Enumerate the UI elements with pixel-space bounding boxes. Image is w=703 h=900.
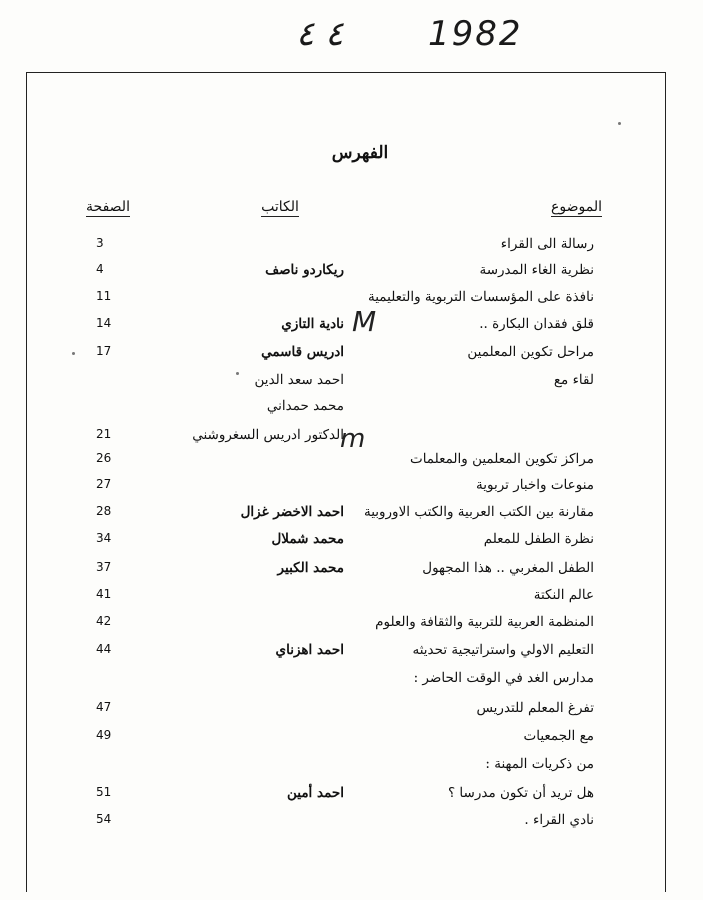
toc-subject: الطفل المغربي .. هذا المجهول xyxy=(422,560,594,576)
toc-row xyxy=(0,236,703,262)
toc-page-number: 28 xyxy=(96,504,112,518)
toc-row xyxy=(0,614,703,640)
handwritten-margin-mark: m xyxy=(340,424,366,454)
toc-page-number: 34 xyxy=(96,531,112,545)
toc-row xyxy=(0,728,703,754)
toc-row xyxy=(0,670,703,696)
toc-page-number: 26 xyxy=(96,451,112,465)
toc-row xyxy=(0,785,703,811)
toc-page-number: 17 xyxy=(96,344,112,358)
header-page-label: الصفحة xyxy=(86,199,130,215)
toc-subject: نادي القراء . xyxy=(524,812,594,828)
handwritten-margin-mark: M xyxy=(352,305,377,338)
toc-author: احمد سعد الدين xyxy=(254,372,344,388)
toc-subject: لقاء مع xyxy=(553,372,594,388)
toc-page-number: 47 xyxy=(96,700,112,714)
toc-row xyxy=(0,756,703,782)
toc-author: ريكاردو ناصف xyxy=(265,262,344,278)
toc-subject: مراحل تكوين المعلمين xyxy=(467,344,594,360)
toc-subject: نافذة على المؤسسات التربوية والتعليمية xyxy=(368,289,594,305)
toc-page-number: 42 xyxy=(96,614,112,628)
paper-speck xyxy=(236,372,239,375)
toc-row xyxy=(0,477,703,503)
toc-page-number: 21 xyxy=(96,427,112,441)
toc-author: الدكتور ادريس السغروشني xyxy=(192,427,344,443)
toc-row xyxy=(0,451,703,477)
header-subject-label: الموضوع xyxy=(551,199,602,215)
paper-speck xyxy=(618,122,621,125)
toc-subject: مراكز تكوين المعلمين والمعلمات xyxy=(409,451,594,467)
toc-subject: هل تريد أن تكون مدرسا ؟ xyxy=(447,785,594,801)
toc-page-number: 14 xyxy=(96,316,112,330)
toc-author: محمد حمداني xyxy=(266,398,344,414)
toc-subject: مع الجمعيات xyxy=(523,728,594,744)
toc-row xyxy=(0,398,703,424)
toc-author: ادريس قاسمي xyxy=(261,344,344,360)
toc-row xyxy=(0,531,703,557)
toc-subject: رسالة الى القراء xyxy=(500,236,594,252)
toc-row xyxy=(0,262,703,288)
header-author-label: الكاتب xyxy=(261,199,299,215)
toc-page-number: 51 xyxy=(96,785,112,799)
toc-row xyxy=(0,587,703,613)
toc-subject: منوعات واخبار تربوية xyxy=(476,477,594,493)
toc-author: نادية التازي xyxy=(281,316,344,332)
toc-subject: نظرة الطفل للمعلم xyxy=(483,531,594,547)
toc-page-number: 37 xyxy=(96,560,112,574)
toc-page-number: 27 xyxy=(96,477,112,491)
paper-speck xyxy=(72,352,75,355)
toc-subject: قلق فقدان البكارة .. xyxy=(479,316,594,332)
toc-row xyxy=(0,700,703,726)
header-subject xyxy=(532,199,602,215)
toc-subject: التعليم الاولي واستراتيجية تحديثه xyxy=(412,642,594,658)
toc-subject: مدارس الغد في الوقت الحاضر : xyxy=(413,670,594,686)
toc-author: احمد أمين xyxy=(286,785,344,801)
toc-row xyxy=(0,642,703,668)
toc-page-number: 49 xyxy=(96,728,112,742)
toc-subject: تفرغ المعلم للتدريس xyxy=(476,700,594,716)
handwritten-issue-number: ٤ ٤ xyxy=(296,14,344,54)
toc-author: احمد الاخضر غزال xyxy=(240,504,344,520)
toc-subject: المنظمة العربية للتربية والثقافة والعلوم xyxy=(375,614,594,630)
toc-subject: نظرية الغاء المدرسة xyxy=(479,262,594,278)
toc-row xyxy=(0,344,703,370)
toc-subject: مقارنة بين الكتب العربية والكتب الاوروبية xyxy=(363,504,594,520)
handwritten-year: 1982 xyxy=(428,14,523,54)
toc-page-number: 11 xyxy=(96,289,112,303)
toc-row xyxy=(0,504,703,530)
toc-page-number: 41 xyxy=(96,587,112,601)
toc-page-number: 54 xyxy=(96,812,112,826)
toc-author: محمد شملال xyxy=(271,531,344,547)
toc-row xyxy=(0,560,703,586)
toc-row xyxy=(0,812,703,838)
toc-author: احمد اهزناي xyxy=(275,642,344,658)
toc-page-number: 3 xyxy=(96,236,104,250)
toc-page-number: 4 xyxy=(96,262,104,276)
toc-author: محمد الكبير xyxy=(277,560,344,576)
toc-subject: من ذكريات المهنة : xyxy=(485,756,594,772)
toc-title: الفهرس xyxy=(331,143,389,163)
toc-subject: عالم النكتة xyxy=(533,587,594,603)
header-author xyxy=(250,199,310,215)
toc-page-number: 44 xyxy=(96,642,112,656)
header-page xyxy=(78,199,138,215)
toc-row xyxy=(0,372,703,398)
